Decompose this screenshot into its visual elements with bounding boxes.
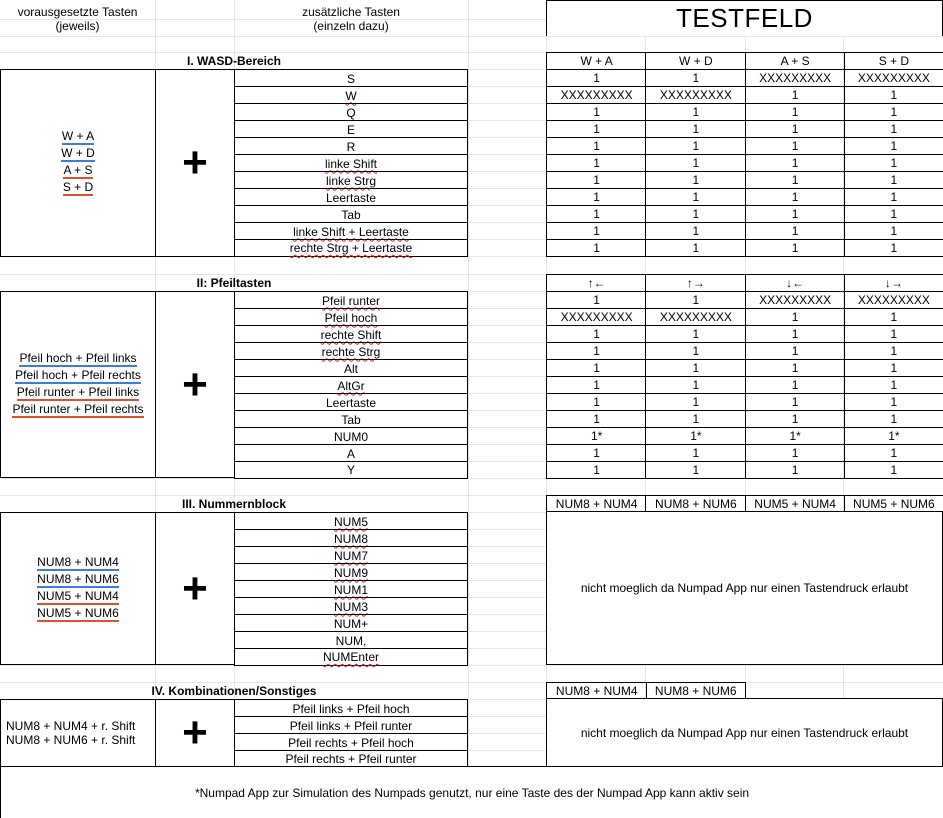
section1-cell: 1 xyxy=(546,137,646,155)
section3-key-3 xyxy=(234,563,468,581)
prereq-num8-num4-shift: NUM8 + NUM4 + r. Shift xyxy=(6,719,136,733)
section1-cell: 1 xyxy=(645,120,745,138)
section2-key-10 xyxy=(234,461,468,479)
section2-cell: XXXXXXXXX xyxy=(844,291,943,309)
section1-cell: 1 xyxy=(745,222,845,240)
section1-cell: XXXXXXXXX xyxy=(645,86,745,104)
section2-cell: 1 xyxy=(546,410,646,428)
section1-cell: 1 xyxy=(844,103,943,121)
section2-key-label: Leertaste xyxy=(325,395,377,410)
prereq-down-right: Pfeil runter + Pfeil rechts xyxy=(12,401,144,416)
section2-cell: 1 xyxy=(844,461,943,479)
additional-header xyxy=(234,2,468,36)
section2-cell: 1 xyxy=(844,342,943,360)
section2-cell: 1 xyxy=(546,461,646,479)
section2-cell: 1 xyxy=(844,308,943,326)
section3-note: nicht moeglich da Numpad App nur einen Tastendruck erlaubt xyxy=(546,511,943,665)
prereq-header xyxy=(0,2,155,36)
section1-cell: 1 xyxy=(546,171,646,189)
section2-cell: 1 xyxy=(745,325,845,343)
section1-cell: 1 xyxy=(645,205,745,223)
section3-key-7 xyxy=(234,631,468,649)
section1-cell: 1 xyxy=(645,171,745,189)
section2-cell: 1 xyxy=(645,325,745,343)
testfeld-title: TESTFELD xyxy=(546,0,943,36)
section3-key-label: NUM8 xyxy=(333,531,368,546)
section4-key-label: Pfeil links + Pfeil runter xyxy=(289,718,413,733)
section3-key-0 xyxy=(234,512,468,530)
section1-key-label: linke Shift xyxy=(324,156,378,171)
section1-key-label: R xyxy=(346,139,356,154)
section1-cell: XXXXXXXXX xyxy=(745,69,845,87)
section1-key-6 xyxy=(234,171,468,189)
section2-key-label: Pfeil hoch xyxy=(324,310,378,325)
section2-cell: 1 xyxy=(546,444,646,462)
section2-cell: 1 xyxy=(745,444,845,462)
section2-col-header-0: ↑← xyxy=(546,274,646,292)
section1-cell: 1 xyxy=(844,205,943,223)
prereq-wa: W + A xyxy=(61,129,95,143)
section3-key-label: NUM3 xyxy=(333,599,368,614)
section1-key-1 xyxy=(234,86,468,104)
section2-cell: 1 xyxy=(844,444,943,462)
section1-col-header-3: S + D xyxy=(844,52,943,70)
section1-key-label: Tab xyxy=(341,207,361,222)
prereq-header-line2: (jeweils) xyxy=(55,19,100,33)
section3-key-4 xyxy=(234,580,468,598)
section3-key-5 xyxy=(234,597,468,615)
section2-cell: 1 xyxy=(546,376,646,394)
section1-key-label: rechte Strg + Leertaste xyxy=(289,241,413,255)
section1-cell: 1 xyxy=(844,222,943,240)
section4-key-0 xyxy=(234,699,468,717)
section2-cell: 1 xyxy=(745,376,845,394)
section4-prereq-box xyxy=(0,699,156,767)
section2-cell: 1 xyxy=(745,410,845,428)
section3-col-header-0: NUM8 + NUM4 xyxy=(546,495,646,513)
section1-key-list xyxy=(234,69,468,257)
prereq-down-left: Pfeil runter + Pfeil links xyxy=(16,384,140,399)
section2-key-label: rechte Shift xyxy=(320,327,382,342)
prereq-as: A + S xyxy=(63,163,93,177)
section2-col-header-2: ↓← xyxy=(745,274,845,292)
prereq-num8-num6-shift: NUM8 + NUM6 + r. Shift xyxy=(6,733,136,747)
section3-title: III. Nummernblock xyxy=(181,496,287,511)
prereq-sd: S + D xyxy=(62,180,94,194)
prereq-up-right: Pfeil hoch + Pfeil rechts xyxy=(15,367,141,382)
section1-cell: 1 xyxy=(745,239,845,257)
section4-key-label: Pfeil rechts + Pfeil runter xyxy=(285,752,417,766)
section2-key-label: rechte Strg xyxy=(321,344,381,359)
section2-key-2 xyxy=(234,325,468,343)
section1-key-7 xyxy=(234,188,468,206)
section2-key-4 xyxy=(234,359,468,377)
section1-cell: 1 xyxy=(546,69,646,87)
section2-cell: 1 xyxy=(645,291,745,309)
section3-prereq-box xyxy=(0,512,156,665)
footnote: *Numpad App zur Simulation des Numpads genutzt, nur eine Taste des der Numpad App kann aktiv sein xyxy=(0,766,943,818)
section1-cell: XXXXXXXXX xyxy=(844,69,943,87)
section2-cell: 1 xyxy=(745,342,845,360)
section1-key-label: linke Shift + Leertaste xyxy=(293,224,409,239)
prereq-num5-num6: NUM5 + NUM6 xyxy=(37,605,119,620)
section2-cell: 1 xyxy=(546,291,646,309)
section3-key-1 xyxy=(234,529,468,547)
section3-key-label: NUMEnter xyxy=(322,650,379,664)
section2-key-8 xyxy=(234,427,468,445)
section1-cell: 1 xyxy=(844,239,943,257)
section2-key-label: Tab xyxy=(341,412,361,427)
section3-key-8 xyxy=(234,648,468,666)
section2-cell: 1 xyxy=(546,359,646,377)
prereq-up-left: Pfeil hoch + Pfeil links xyxy=(19,350,137,365)
section1-key-10 xyxy=(234,239,468,257)
section1-cell: 1 xyxy=(745,86,845,104)
section4-col-header-1: NUM8 + NUM6 xyxy=(646,682,747,700)
section2-key-5 xyxy=(234,376,468,394)
section1-prereq-box xyxy=(0,69,156,257)
section3-key-label: NUM+ xyxy=(333,616,369,631)
section2-cell: 1 xyxy=(546,393,646,411)
section1-title: I. WASD-Bereich xyxy=(186,53,282,68)
section1-cell: 1 xyxy=(844,137,943,155)
section1-cell: 1 xyxy=(844,171,943,189)
section1-cell: 1 xyxy=(745,171,845,189)
section2-cell: 1 xyxy=(645,461,745,479)
section2-cell: XXXXXXXXX xyxy=(645,308,745,326)
section2-title: II: Pfeiltasten xyxy=(196,275,272,290)
section1-cell: 1 xyxy=(844,86,943,104)
section1-cell: 1 xyxy=(745,154,845,172)
section2-cell: 1 xyxy=(645,444,745,462)
section2-key-label: Pfeil runter xyxy=(321,293,381,308)
section2-key-label: Alt xyxy=(343,361,358,376)
section3-col-header-2: NUM5 + NUM4 xyxy=(745,495,845,513)
section1-cell: 1 xyxy=(645,69,745,87)
section1-cell: 1 xyxy=(645,103,745,121)
section1-cell: 1 xyxy=(546,103,646,121)
section1-cell: 1 xyxy=(745,137,845,155)
section1-cell: 1 xyxy=(645,154,745,172)
prereq-num8-num4: NUM8 + NUM4 xyxy=(37,554,119,569)
section2-cell: 1 xyxy=(546,342,646,360)
section3-column-headers xyxy=(546,495,943,512)
section3-key-2 xyxy=(234,546,468,564)
section1-cell: 1 xyxy=(546,205,646,223)
section2-cell: 1 xyxy=(844,376,943,394)
section1-cell: 1 xyxy=(745,205,845,223)
section4-plus: + xyxy=(155,699,235,767)
section2-cell: 1 xyxy=(546,325,646,343)
section1-cell: 1 xyxy=(745,188,845,206)
section2-cell: 1 xyxy=(745,393,845,411)
section2-cell: 1 xyxy=(645,393,745,411)
additional-header-line1: zusätzliche Tasten xyxy=(302,5,400,19)
section1-key-2 xyxy=(234,103,468,121)
section2-cell: 1 xyxy=(645,342,745,360)
section1-cell: 1 xyxy=(844,120,943,138)
section2-result-table xyxy=(546,274,943,478)
section1-key-4 xyxy=(234,137,468,155)
section1-col-header-0: W + A xyxy=(546,52,646,70)
section2-key-6 xyxy=(234,393,468,411)
section2-cell: 1 xyxy=(844,393,943,411)
section4-key-1 xyxy=(234,716,468,734)
section2-cell: 1* xyxy=(745,427,845,445)
section2-key-9 xyxy=(234,444,468,462)
section2-cell: XXXXXXXXX xyxy=(546,308,646,326)
section2-key-label: NUM0 xyxy=(333,429,368,444)
section1-plus: + xyxy=(155,69,235,257)
section2-cell: 1 xyxy=(645,376,745,394)
section1-key-label: S xyxy=(346,71,355,86)
section1-cell: 1 xyxy=(745,120,845,138)
section3-plus: + xyxy=(155,512,235,665)
section1-key-9 xyxy=(234,222,468,240)
section1-key-label: linke Strg xyxy=(325,173,377,188)
section2-col-header-3: ↓→ xyxy=(844,274,943,292)
section3-key-list xyxy=(234,512,468,665)
section2-cell: 1 xyxy=(844,359,943,377)
section1-key-label: E xyxy=(346,122,355,137)
section4-key-label: Pfeil links + Pfeil hoch xyxy=(292,701,410,716)
section2-cell: 1 xyxy=(745,359,845,377)
section3-col-header-3: NUM5 + NUM6 xyxy=(844,495,943,513)
section1-col-header-1: W + D xyxy=(645,52,745,70)
section3-key-label: NUM5 xyxy=(333,514,368,529)
section2-key-1 xyxy=(234,308,468,326)
section2-plus: + xyxy=(155,291,235,478)
section4-col-header-0: NUM8 + NUM4 xyxy=(546,682,647,700)
section1-cell: 1 xyxy=(546,222,646,240)
section1-cell: 1 xyxy=(844,188,943,206)
prereq-header-line1: vorausgesetzte Tasten xyxy=(17,5,138,19)
section2-key-list xyxy=(234,291,468,478)
section2-cell: 1 xyxy=(645,359,745,377)
section1-cell: 1 xyxy=(546,154,646,172)
section2-cell: 1 xyxy=(645,410,745,428)
section2-col-header-1: ↑→ xyxy=(645,274,745,292)
prereq-num8-num6: NUM8 + NUM6 xyxy=(37,571,119,586)
section4-title: IV. Kombinationen/Sonstiges xyxy=(151,683,317,698)
section2-cell: 1* xyxy=(645,427,745,445)
section4-key-list xyxy=(234,699,468,767)
section1-cell: 1 xyxy=(745,103,845,121)
section2-key-label: A xyxy=(346,446,355,461)
section1-cell: 1 xyxy=(546,120,646,138)
section1-key-3 xyxy=(234,120,468,138)
section3-col-header-1: NUM8 + NUM6 xyxy=(645,495,745,513)
section2-cell: 1 xyxy=(745,461,845,479)
section2-key-0 xyxy=(234,291,468,309)
section2-key-7 xyxy=(234,410,468,428)
section1-key-label: Q xyxy=(346,105,356,120)
section1-key-label: W xyxy=(345,88,357,103)
section4-key-label: Pfeil rechts + Pfeil hoch xyxy=(288,735,414,750)
section1-cell: 1 xyxy=(546,239,646,257)
prereq-wd: W + D xyxy=(61,146,95,160)
section2-key-label: AltGr xyxy=(337,378,365,393)
section1-col-header-2: A + S xyxy=(745,52,845,70)
additional-header-line2: (einzeln dazu) xyxy=(313,19,389,33)
section1-cell: 1 xyxy=(645,239,745,257)
section1-cell: 1 xyxy=(645,222,745,240)
section3-key-label: NUM9 xyxy=(333,565,368,580)
section2-key-3 xyxy=(234,342,468,360)
section2-cell: 1 xyxy=(745,308,845,326)
section2-cell: 1 xyxy=(844,325,943,343)
section1-cell: 1 xyxy=(844,154,943,172)
section1-cell: 1 xyxy=(645,188,745,206)
section2-cell: 1* xyxy=(844,427,943,445)
section2-key-label: Y xyxy=(346,463,355,477)
section3-key-6 xyxy=(234,614,468,632)
section1-key-label: Leertaste xyxy=(325,190,377,205)
section1-cell: 1 xyxy=(645,137,745,155)
section2-cell: 1* xyxy=(546,427,646,445)
section4-key-2 xyxy=(234,733,468,751)
section2-prereq-box xyxy=(0,291,156,478)
section2-cell: 1 xyxy=(844,410,943,428)
section4-note: nicht moeglich da Numpad App nur einen Tastendruck erlaubt xyxy=(546,698,943,767)
section1-cell: 1 xyxy=(546,188,646,206)
section3-key-label: NUM7 xyxy=(333,548,368,563)
section1-key-8 xyxy=(234,205,468,223)
section1-key-0 xyxy=(234,69,468,87)
section4-column-headers xyxy=(546,682,745,699)
section1-cell: XXXXXXXXX xyxy=(546,86,646,104)
section1-result-table xyxy=(546,52,943,257)
section3-key-label: NUM, xyxy=(335,633,367,648)
section2-cell: XXXXXXXXX xyxy=(745,291,845,309)
section3-key-label: NUM1 xyxy=(333,582,368,597)
section1-key-5 xyxy=(234,154,468,172)
prereq-num5-num4: NUM5 + NUM4 xyxy=(37,588,119,603)
